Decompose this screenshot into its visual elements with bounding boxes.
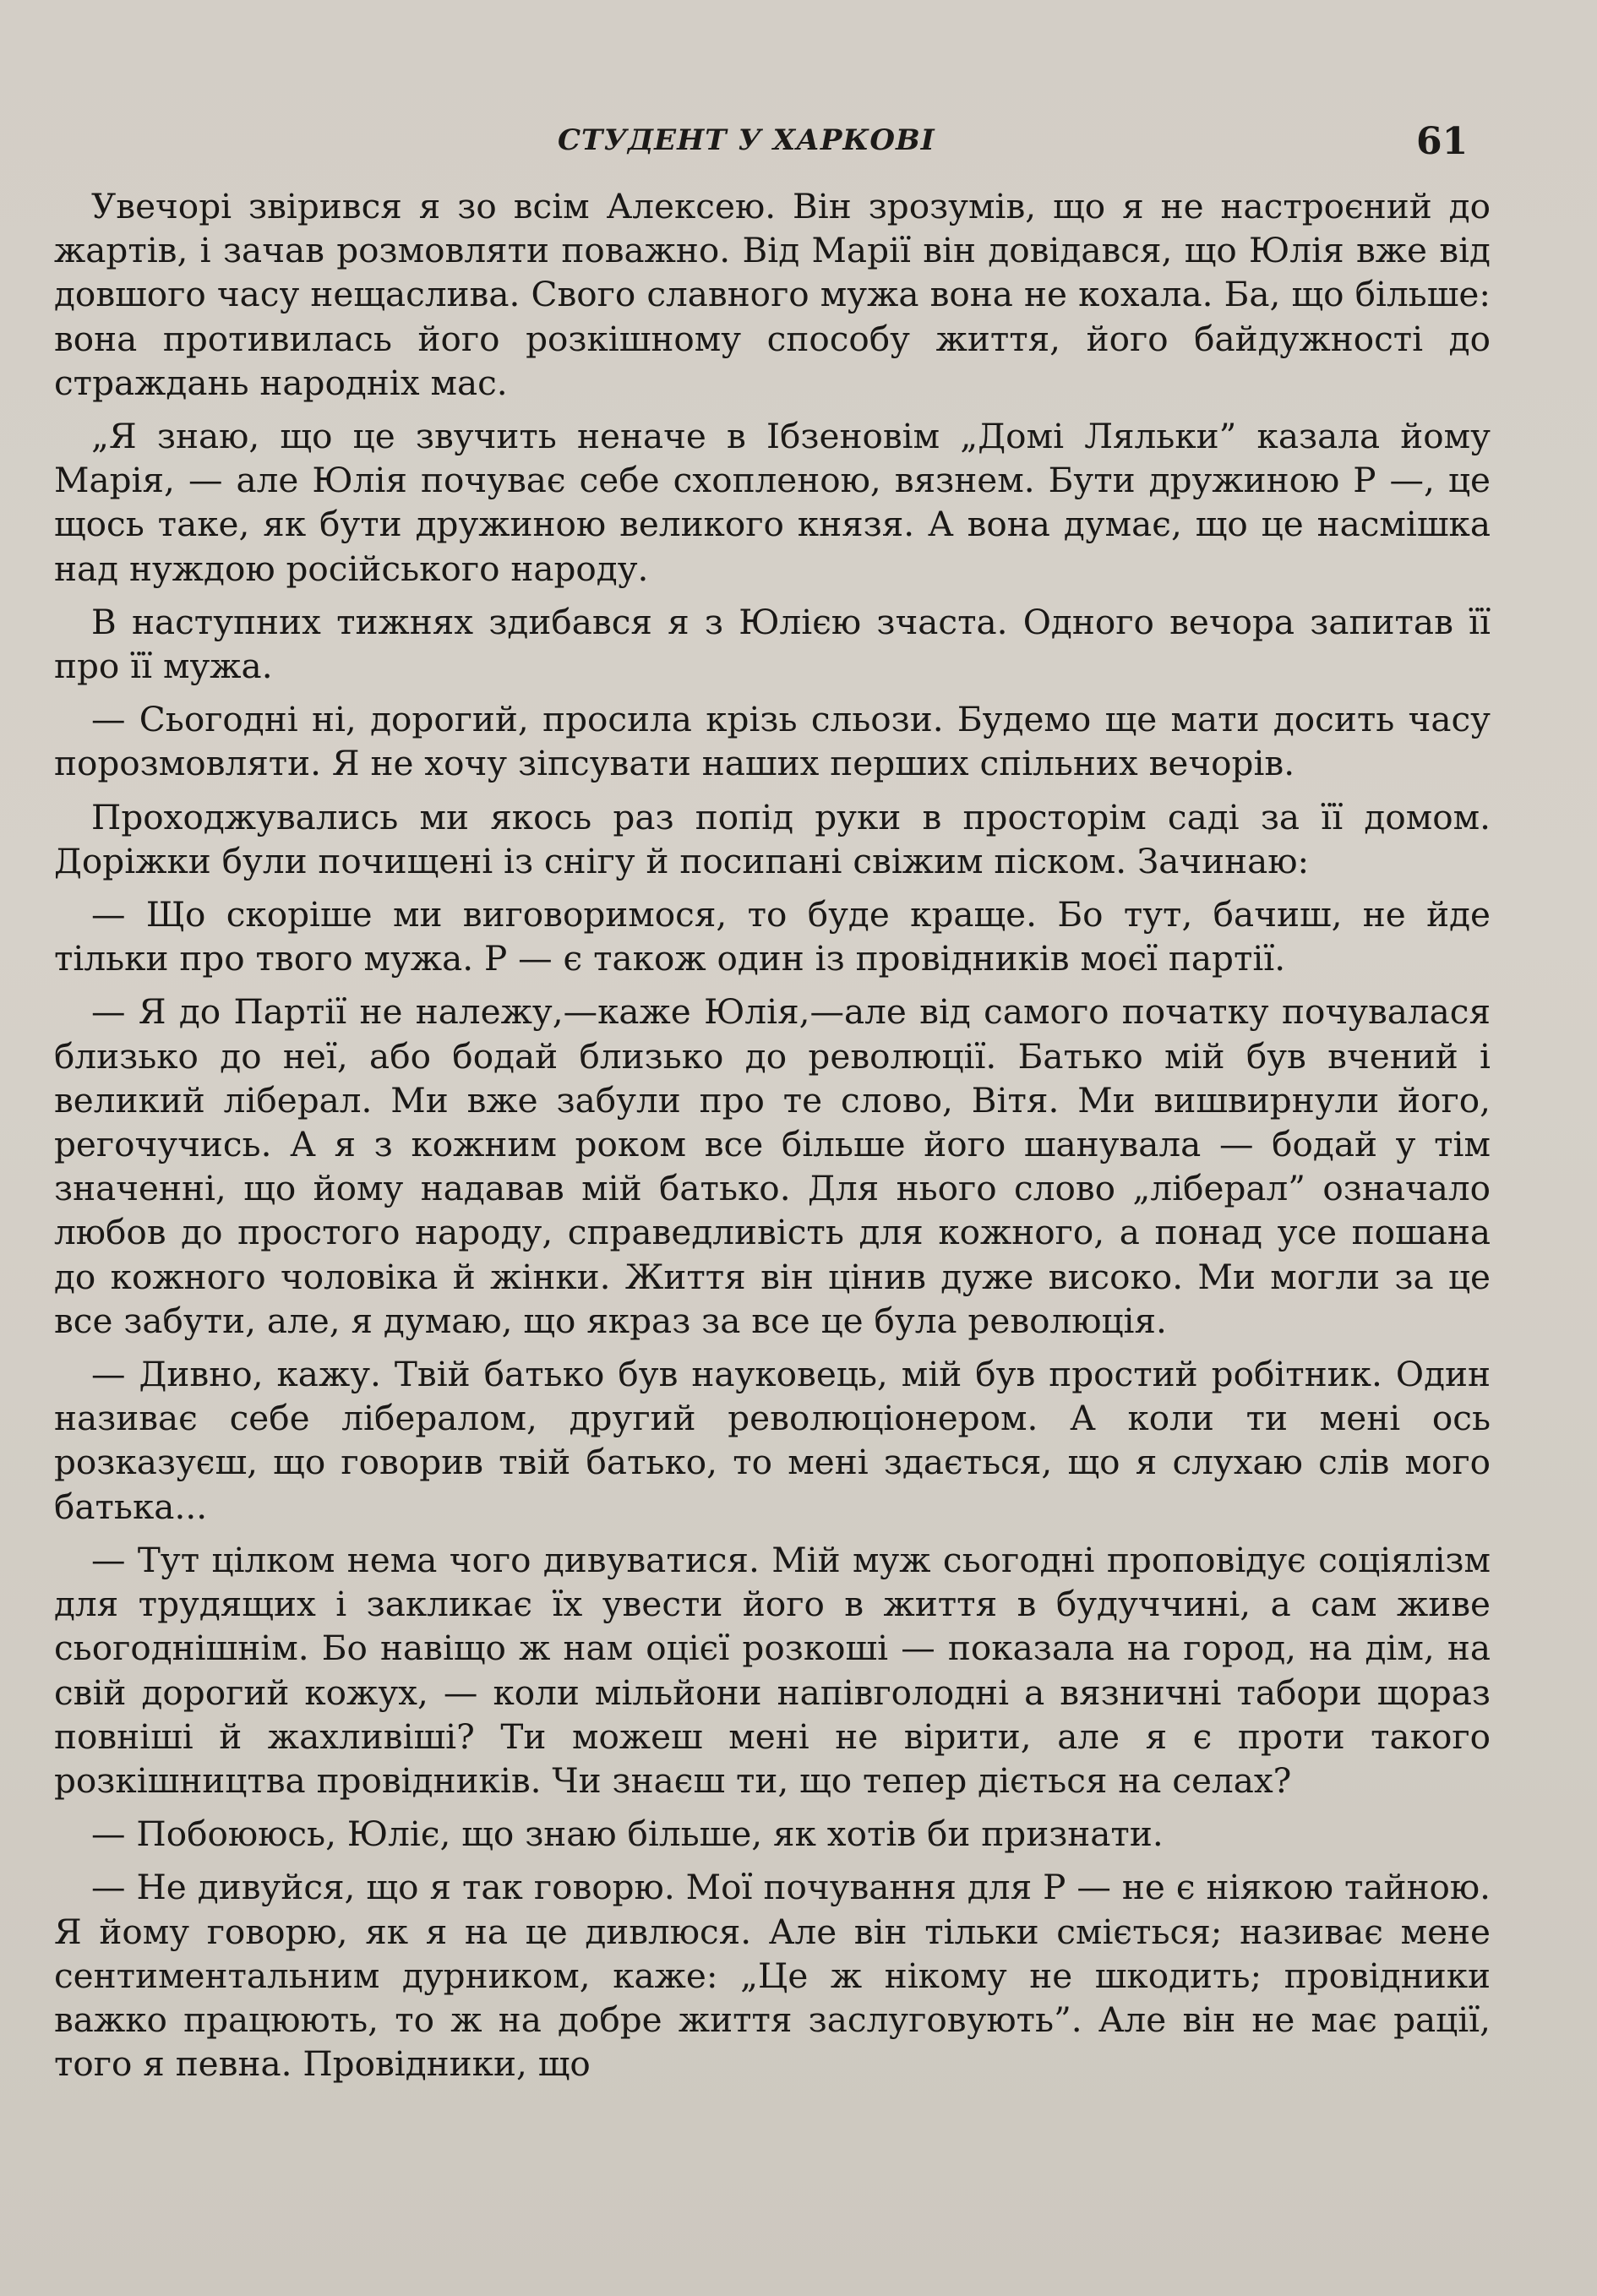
- running-title: СТУДЕНТ У ХАРКОВІ: [558, 123, 935, 157]
- paragraph: В наступних тижнях здибався я з Юлією зчаста. Одного вечора запитав її про її мужа.: [54, 601, 1491, 687]
- body-text: [54, 184, 1491, 2095]
- paragraph: — Що скоріше ми виговоримося, то буде краще. Бо тут, бачиш, не йде тільки про твого мужа. Р — є також один із провідників моєї партії.: [54, 894, 1491, 979]
- paragraph: — Не дивуйся, що я так говорю. Мої почування для Р — не є ніякою тайною. Я йому говорю, як я на це дивлюся. Але він тільки сміється; називає мене сентиментальним дурником, каже: „Це ж нікому не шкодить; провідники важко працюють, то ж на добре життя заслуговують”. Але він не має рації, того я певна. Провідники, що: [54, 1867, 1491, 2085]
- paragraph: — Тут цілком нема чого дивуватися. Мій муж сьогодні проповідує соціялізм для трудящих і закликає їх увести його в життя в будуччині, а сам живе сьогоднішнім. Бо навіщо ж нам оцієї розкоші — показала на город, на дім, на свій дорогий кожух, — коли мільйони напівголодні а вязничні табори щораз повніші й жахливіші? Ти можеш мені не вірити, але я є проти такого розкішництва провідників. Чи знаєш ти, що тепер діється на селах?: [54, 1539, 1491, 1801]
- page-number: 61: [1416, 120, 1469, 163]
- paragraph: — Дивно, кажу. Твій батько був науковець, мій був простий робітник. Один називає себе лібералом, другий революціонером. А коли ти мені ось розказуєш, що говорив твій батько, то мені здається, що я слухаю слів мого батька...: [54, 1354, 1491, 1527]
- paragraph: „Я знаю, що це звучить неначе в Ібзеновім „Домі Ляльки” казала йому Марія, — але Юлія почуває себе схопленою, вязнем. Бути дружиною Р —, це щось таке, як бути дружиною великого князя. А вона думає, що це насмішка над нуждою російського народу.: [54, 416, 1491, 589]
- page-header: [0, 120, 1597, 171]
- paragraph: Увечорі звірився я зо всім Алексею. Він зрозумів, що я не настроєний до жартів, і зачав розмовляти поважно. Від Марії він довідався, що Юлія вже від довшого часу нещаслива. Свого славного мужа вона не кохала. Ба, що більше: вона противилась його розкішному способу життя, його байдужності до страждань народніх мас.: [54, 186, 1491, 403]
- paragraph: — Побоююсь, Юліє, що знаю більше, як хотів би признати.: [91, 1813, 1164, 1855]
- paragraph: — Я до Партії не належу,—каже Юлія,—але від самого початку почувалася близько до неї, або бодай близько до революції. Батько мій був вчений і великий ліберал. Ми вже забули про те слово, Вітя. Ми вишвирнули його, регочучись. А я з кожним роком все більше його шанувала — бодай у тім значенні, що йому надавав мій батько. Для нього слово „ліберал” означало любов до простого народу, справедливість для кожного, а понад усе пошана до кожного чоловіка й жінки. Життя він цінив дуже високо. Ми могли за це все забути, але, я думаю, що якраз за все це була революція.: [54, 991, 1491, 1341]
- paragraph: — Сьогодні ні, дорогий, просила крізь сльози. Будемо ще мати досить часу порозмовляти. Я не хочу зіпсувати наших перших спільних вечорів.: [54, 699, 1491, 784]
- paragraph: Проходжувались ми якось раз попід руки в просторім саді за її домом. Доріжки були почищені із снігу й посипані свіжим піском. Зачинаю:: [54, 796, 1491, 881]
